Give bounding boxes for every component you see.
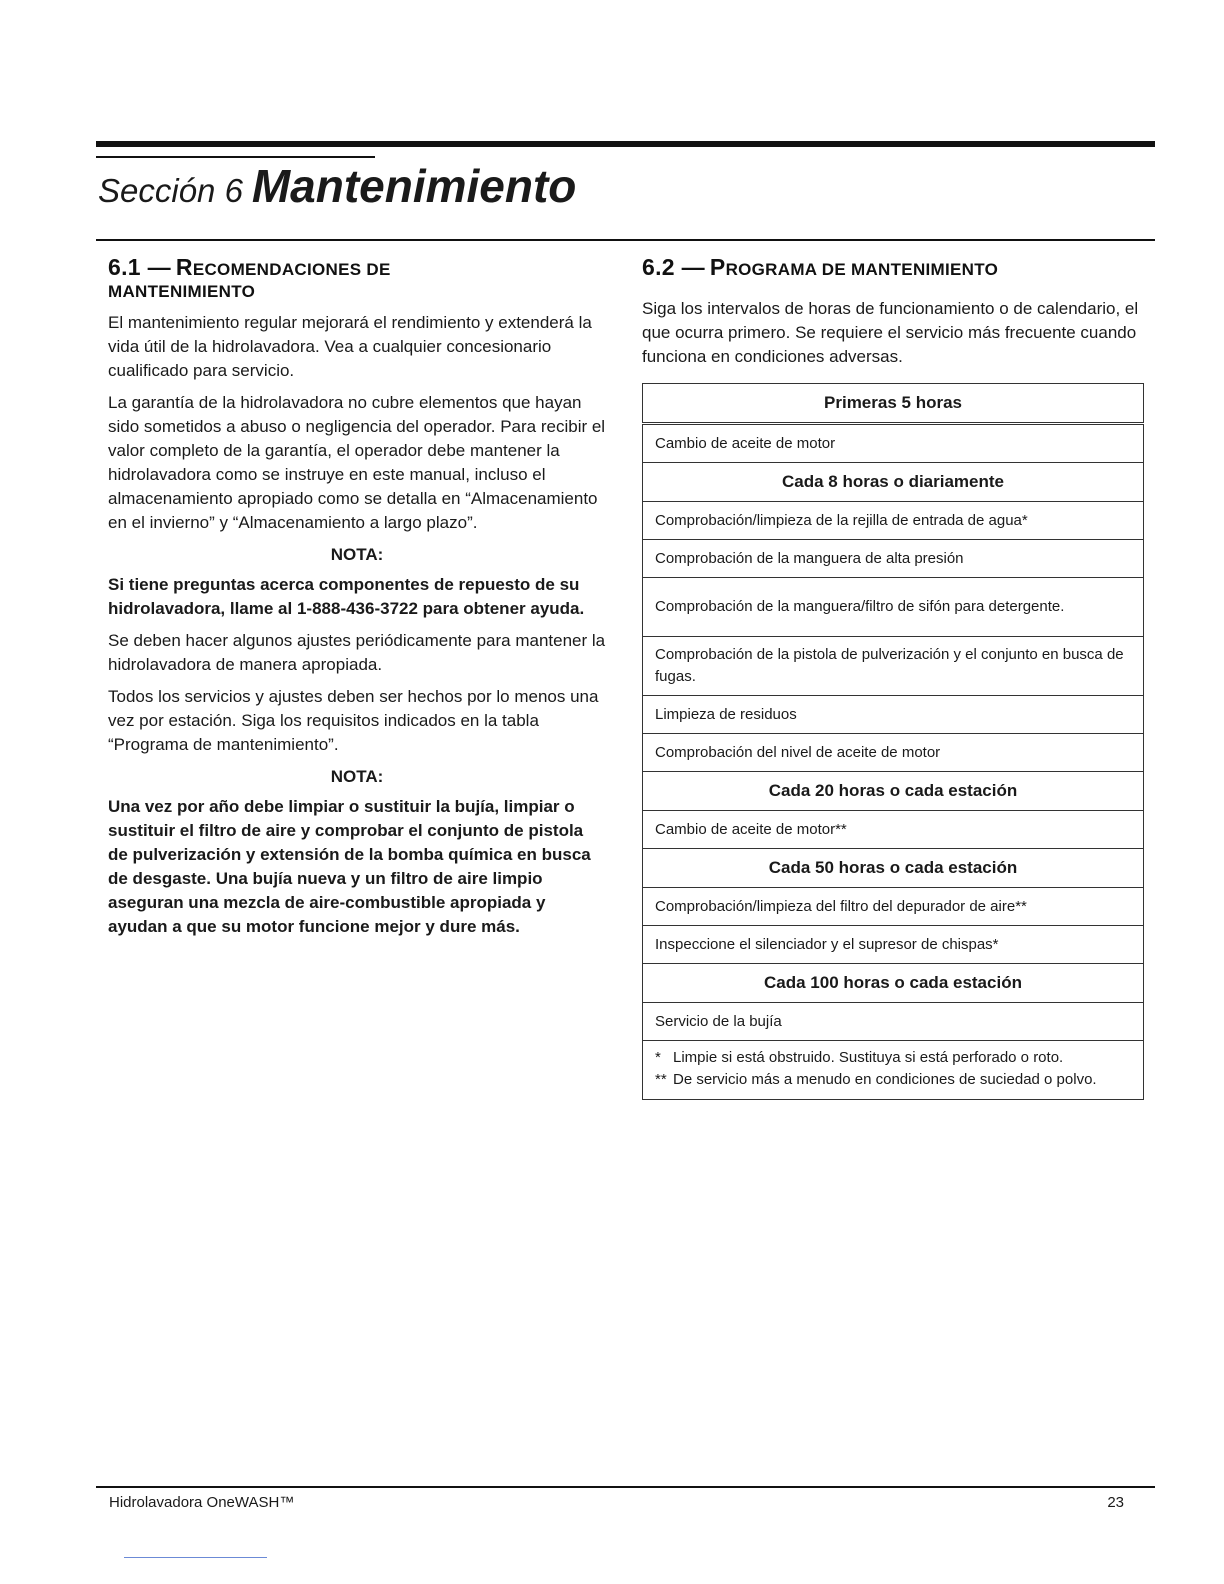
nota-heading-2: NOTA:	[330, 767, 384, 786]
table-notes	[643, 1041, 1144, 1100]
table-cell: Comprobación del nivel de aceite de motor	[643, 734, 1144, 772]
table-header-row	[643, 772, 1144, 811]
footnote-1-text: Limpie si está obstruido. Sustituya si está perforado o roto.	[673, 1049, 1064, 1066]
paragraph-warranty: La garantía de la hidrolavadora no cubre elementos que hayan sido sometidos a abuso o negligencia del operador. Para recibir el valor completo de la garantía, el operador debe mantener la hidrolavadora como se instruye en este manual, incluso el almacenamiento apropiado como se detalla en “Almacenamiento en el invierno” y “Almacenamiento a largo plazo”.	[108, 393, 606, 532]
table-header: Cada 8 horas o diariamente	[643, 463, 1144, 502]
paragraph-intro: El mantenimiento regular mejorará el rendimiento y extenderá la vida útil de la hidrolavadora. Vea a cualquier concesionario cualificado para servicio.	[108, 313, 592, 380]
table-cell: Servicio de la bujía	[643, 1003, 1144, 1041]
table-row	[643, 540, 1144, 578]
paragraph-adjustments: Se deben hacer algunos ajustes periódicamente para mantener la hidrolavadora de manera apropiada.	[108, 631, 606, 674]
paragraph-schedule-intro: Siga los intervalos de horas de funcionamiento o de calendario, el que ocurra primero. Se requiere el servicio más frecuente cuando funciona en condiciones adversas.	[642, 299, 1139, 366]
table-cell: Comprobación de la manguera de alta presión	[643, 540, 1144, 578]
footer-rule	[96, 1486, 1155, 1488]
table-cell: Comprobación/limpieza de la rejilla de entrada de agua*	[643, 502, 1144, 540]
table-row	[643, 424, 1144, 463]
table-row	[643, 696, 1144, 734]
footnote-2-mark: **	[655, 1071, 667, 1088]
footnote-1	[655, 1047, 1131, 1069]
heading-6-1-number: 6.1 —	[108, 254, 171, 280]
footnote-2	[655, 1069, 1131, 1091]
right-column	[642, 252, 1144, 1100]
table-cell: Comprobación de la pistola de pulverización y el conjunto en busca de fugas.	[643, 637, 1144, 696]
maintenance-schedule-table	[642, 383, 1144, 1100]
section-name: Mantenimiento	[251, 160, 577, 212]
table-header: Primeras 5 horas	[643, 384, 1144, 424]
table-row	[643, 637, 1144, 696]
section-title	[98, 158, 576, 219]
heading-6-1-initial: R	[175, 254, 193, 280]
heading-6-2-text: ROGRAMA DE MANTENIMIENTO	[725, 260, 999, 279]
nota-body-2: Una vez por año debe limpiar o sustituir la bujía, limpiar o sustituir el filtro de aire y comprobar el conjunto de pistola de pulverización y extensión de la bomba química en busca de desgaste. Una bujía nueva y un filtro de aire limpio aseguran una mezcla de aire-combustible apropiada y ayudan a que su motor funcione mejor y dure más.	[108, 797, 591, 936]
table-row	[643, 502, 1144, 540]
table-cell: Comprobación de la manguera/filtro de sifón para detergente.	[643, 578, 1144, 637]
table-cell: Inspeccione el silenciador y el supresor de chispas*	[643, 926, 1144, 964]
table-notes-row	[643, 1041, 1144, 1100]
left-column	[108, 252, 606, 947]
heading-6-2	[642, 256, 1144, 281]
heading-rule	[96, 239, 1155, 241]
footnote-2-text: De servicio más a menudo en condiciones de suciedad o polvo.	[673, 1071, 1097, 1088]
decorative-line	[124, 1557, 267, 1558]
section-prefix: Sección 6	[98, 172, 243, 209]
nota-heading-1: NOTA:	[330, 545, 384, 564]
table-header-row	[643, 463, 1144, 502]
top-rule	[96, 141, 1155, 147]
heading-6-1-line2: MANTENIMIENTO	[108, 282, 256, 301]
heading-6-2-initial: P	[709, 254, 726, 280]
table-row	[643, 811, 1144, 849]
table-header-row	[643, 849, 1144, 888]
table-cell: Cambio de aceite de motor	[643, 424, 1144, 463]
table-row	[643, 578, 1144, 637]
table-header-row	[643, 964, 1144, 1003]
page-number: 23	[1107, 1494, 1124, 1511]
heading-6-2-number: 6.2 —	[642, 254, 705, 280]
table-row	[643, 888, 1144, 926]
footer-product: Hidrolavadora OneWASH™	[109, 1494, 295, 1511]
table-row	[643, 1003, 1144, 1041]
heading-6-1	[108, 256, 606, 303]
footnote-1-mark: *	[655, 1049, 661, 1066]
paragraph-services: Todos los servicios y ajustes deben ser hechos por lo menos una vez por estación. Siga los requisitos indicados en la tabla “Programa de mantenimiento”.	[108, 687, 599, 754]
nota-body-1: Si tiene preguntas acerca componentes de repuesto de su hidrolavadora, llame al 1-888-436-3722 para obtener ayuda.	[108, 575, 585, 618]
heading-6-1-text: ECOMENDACIONES DE	[192, 260, 391, 279]
table-header: Cada 20 horas o cada estación	[643, 772, 1144, 811]
table-cell: Cambio de aceite de motor**	[643, 811, 1144, 849]
table-cell: Comprobación/limpieza del filtro del depurador de aire**	[643, 888, 1144, 926]
table-header: Cada 50 horas o cada estación	[643, 849, 1144, 888]
table-row	[643, 926, 1144, 964]
table-cell: Limpieza de residuos	[643, 696, 1144, 734]
table-header: Cada 100 horas o cada estación	[643, 964, 1144, 1003]
table-row	[643, 734, 1144, 772]
table-header-row	[643, 384, 1144, 424]
